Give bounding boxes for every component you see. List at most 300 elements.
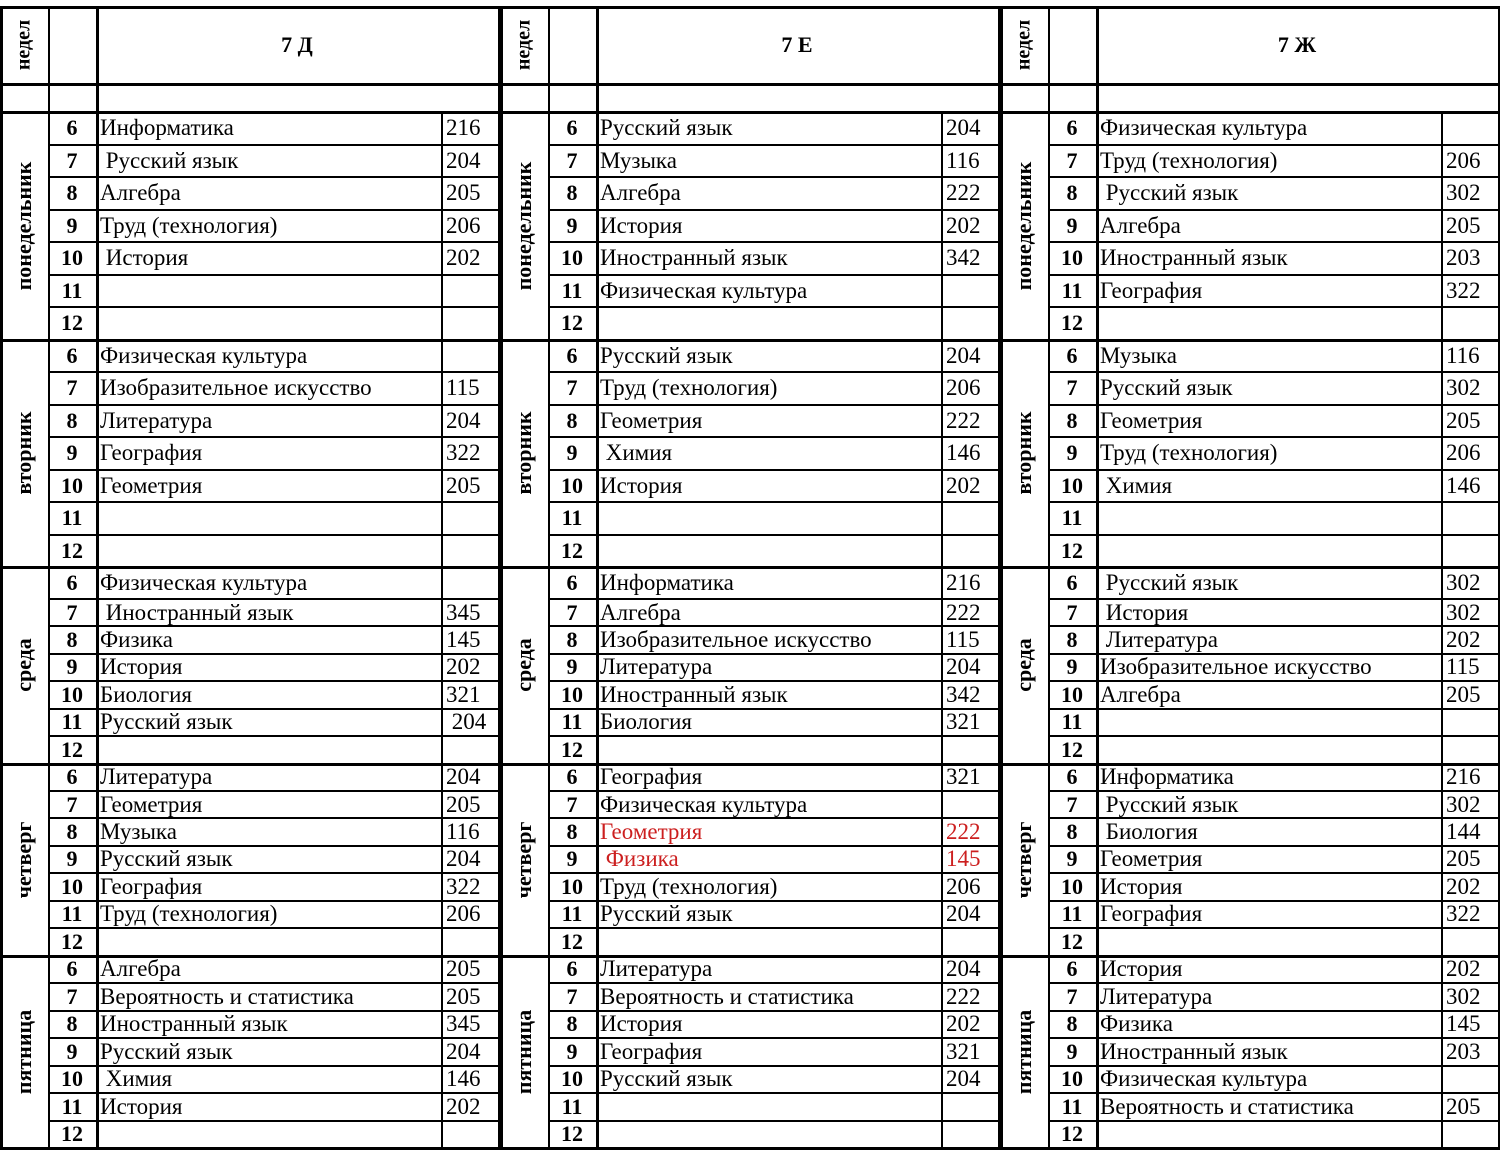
room-number: 206 xyxy=(1446,147,1481,173)
room-number: 342 xyxy=(946,245,981,271)
subject-name xyxy=(96,535,441,568)
table-row xyxy=(500,983,1000,1011)
room-number: 302 xyxy=(1446,791,1481,817)
lesson-number: 8 xyxy=(66,1011,78,1037)
lesson-number: 7 xyxy=(566,599,578,625)
table-row xyxy=(1000,901,1500,929)
grid-vline xyxy=(1048,6,1050,1148)
lesson-number: 10 xyxy=(561,681,583,707)
room-number: 206 xyxy=(946,375,981,401)
day-separator xyxy=(500,1147,1000,1150)
lesson-number: 6 xyxy=(1066,956,1078,982)
subject-name xyxy=(1096,307,1441,340)
table-row xyxy=(0,956,500,984)
subject-name: Физическая культура xyxy=(100,570,308,595)
subject-name: История xyxy=(100,654,183,680)
room-number xyxy=(441,502,498,535)
lesson-number: 8 xyxy=(566,180,578,206)
room-number xyxy=(941,275,998,308)
lesson-number: 6 xyxy=(66,342,78,368)
subject-name: География xyxy=(100,873,203,899)
room-number: 222 xyxy=(946,180,981,206)
room-number xyxy=(441,567,498,599)
week-header-label: недел xyxy=(512,19,535,71)
table-row xyxy=(0,1038,500,1066)
table-row xyxy=(500,470,1000,503)
lesson-number: 9 xyxy=(566,846,578,872)
subject-name: Русский язык xyxy=(600,901,733,927)
grid-vline xyxy=(96,6,99,1148)
subject-name: Труд (технология) xyxy=(100,901,278,927)
grid-top xyxy=(0,6,500,9)
room-number xyxy=(941,928,998,956)
room-number xyxy=(1441,112,1498,145)
room-number: 145 xyxy=(446,626,481,652)
table-row xyxy=(0,567,500,599)
subject-name: Биология xyxy=(600,709,693,735)
subject-name: География xyxy=(600,764,703,790)
table-row xyxy=(1000,372,1500,405)
subject-name: Русский язык xyxy=(600,115,733,141)
table-row xyxy=(500,405,1000,438)
lesson-number: 6 xyxy=(66,115,78,141)
table-row xyxy=(1000,470,1500,503)
subject-name: Русский язык xyxy=(1100,791,1239,817)
table-row xyxy=(1000,1093,1500,1121)
subject-name xyxy=(596,502,941,535)
subject-name: Русский язык xyxy=(1100,375,1233,401)
room-number: 204 xyxy=(446,1038,481,1064)
day-label: пятница xyxy=(11,1009,36,1094)
room-number: 204 xyxy=(446,846,481,872)
lesson-number: 9 xyxy=(66,654,78,680)
subject-name: Русский язык xyxy=(600,342,733,368)
table-row xyxy=(0,177,500,210)
table-row xyxy=(500,340,1000,373)
subject-name: Геометрия xyxy=(100,472,203,498)
room-number: 146 xyxy=(1446,472,1481,498)
grid-top xyxy=(1000,6,1500,9)
room-number: 204 xyxy=(946,115,981,141)
subject-name: Музыка xyxy=(1100,342,1177,368)
day-label: понедельник xyxy=(1011,161,1036,291)
table-row xyxy=(500,437,1000,470)
subject-name: Геометрия xyxy=(600,818,703,844)
lesson-number: 7 xyxy=(1066,375,1078,401)
room-number: 204 xyxy=(446,709,487,735)
room-divider xyxy=(1441,112,1443,1148)
lesson-number: 6 xyxy=(66,764,78,790)
lesson-number: 11 xyxy=(561,505,583,531)
lesson-number: 7 xyxy=(1066,983,1078,1009)
subject-name: Труд (технология) xyxy=(1100,147,1278,173)
table-row xyxy=(1000,709,1500,737)
room-number: 205 xyxy=(446,983,481,1009)
lesson-number: 10 xyxy=(61,1066,83,1092)
table-row xyxy=(1000,1038,1500,1066)
subject-name xyxy=(1096,535,1441,568)
lesson-number: 7 xyxy=(1066,147,1078,173)
table-row xyxy=(1000,956,1500,984)
subject-name: Физика xyxy=(600,846,679,872)
subject-name xyxy=(96,275,441,308)
class-title: 7 Д xyxy=(281,32,313,57)
lesson-number: 8 xyxy=(66,407,78,433)
day-label: вторник xyxy=(511,411,536,495)
table-row xyxy=(500,654,1000,682)
room-number: 205 xyxy=(446,956,481,982)
table-row xyxy=(500,1121,1000,1148)
week-header-label: недел xyxy=(12,19,35,71)
room-number xyxy=(441,1121,498,1148)
room-number: 202 xyxy=(946,472,981,498)
room-number: 146 xyxy=(946,440,981,466)
room-number: 206 xyxy=(946,873,981,899)
subject-name xyxy=(96,928,441,956)
subject-name: Химия xyxy=(100,1066,173,1092)
table-row xyxy=(0,654,500,682)
lesson-number: 8 xyxy=(1066,818,1078,844)
day-label: четверг xyxy=(1011,821,1036,898)
subject-name: Русский язык xyxy=(100,709,233,735)
timetable-sheet xyxy=(0,6,1500,1166)
lesson-number: 8 xyxy=(1066,1011,1078,1037)
lesson-number: 10 xyxy=(61,245,83,271)
room-number xyxy=(941,736,998,764)
room-number: 302 xyxy=(1446,599,1481,625)
class-title: 7 Ж xyxy=(1277,32,1317,57)
table-row xyxy=(1000,1066,1500,1094)
room-number xyxy=(441,736,498,764)
table-row xyxy=(0,599,500,626)
subject-name: Литература xyxy=(1100,983,1213,1009)
subject-name: Изобразительное искусство xyxy=(600,626,872,652)
lesson-number: 6 xyxy=(566,115,578,141)
room-number: 203 xyxy=(1446,1038,1481,1064)
subject-name xyxy=(596,535,941,568)
room-number xyxy=(941,1093,998,1121)
lesson-number: 10 xyxy=(561,245,583,271)
table-row xyxy=(1000,210,1500,243)
subject-name: История xyxy=(600,1011,683,1037)
room-number: 206 xyxy=(446,901,481,927)
table-row xyxy=(1000,1121,1500,1148)
room-number: 202 xyxy=(446,245,481,271)
table-row xyxy=(0,1066,500,1094)
room-number: 321 xyxy=(446,681,481,707)
subject-name: Вероятность и статистика xyxy=(600,983,854,1009)
room-number: 203 xyxy=(1446,245,1481,271)
subject-name: Физика xyxy=(100,626,173,652)
room-number: 202 xyxy=(1446,873,1481,899)
table-row xyxy=(1000,307,1500,340)
subject-name: Геометрия xyxy=(600,407,703,433)
table-row xyxy=(1000,502,1500,535)
header-bottom xyxy=(1000,83,1500,86)
lesson-number: 9 xyxy=(66,846,78,872)
lesson-number: 6 xyxy=(566,764,578,790)
lesson-number: 12 xyxy=(1061,537,1083,563)
week-header-label: недел xyxy=(1012,19,1035,71)
subject-name: Химия xyxy=(600,440,673,466)
grid-vline xyxy=(48,6,50,1148)
subject-name xyxy=(1096,502,1441,535)
subject-name: Литература xyxy=(100,407,213,433)
subject-name: Геометрия xyxy=(1100,407,1203,433)
room-number: 322 xyxy=(1446,901,1481,927)
lesson-number: 7 xyxy=(566,375,578,401)
lesson-number: 8 xyxy=(566,626,578,652)
lesson-number: 7 xyxy=(566,147,578,173)
lesson-number: 8 xyxy=(1066,407,1078,433)
day-label: понедельник xyxy=(11,161,36,291)
table-row xyxy=(0,764,500,792)
table-row xyxy=(1000,846,1500,874)
subject-name xyxy=(596,1093,941,1121)
room-number: 204 xyxy=(946,956,981,982)
room-number xyxy=(1441,502,1498,535)
room-number: 204 xyxy=(946,342,981,368)
table-row xyxy=(0,437,500,470)
table-row xyxy=(1000,275,1500,308)
room-number: 302 xyxy=(1446,180,1481,206)
table-row xyxy=(0,502,500,535)
lesson-number: 9 xyxy=(566,1038,578,1064)
room-number xyxy=(1441,1066,1498,1094)
table-row xyxy=(0,873,500,901)
room-number: 146 xyxy=(446,1066,481,1092)
subheader-bottom xyxy=(0,111,500,114)
table-row xyxy=(500,764,1000,792)
subject-name: Русский язык xyxy=(1100,180,1239,206)
lesson-number: 10 xyxy=(1061,873,1083,899)
table-row xyxy=(1000,654,1500,682)
room-number xyxy=(941,791,998,818)
day-label: вторник xyxy=(11,411,36,495)
grid-vline xyxy=(500,6,503,1148)
subject-name xyxy=(596,1121,941,1148)
table-row xyxy=(0,901,500,929)
table-row xyxy=(0,681,500,709)
lesson-number: 9 xyxy=(66,212,78,238)
table-row xyxy=(0,846,500,874)
lesson-number: 12 xyxy=(61,1121,83,1146)
room-number: 222 xyxy=(946,983,981,1009)
table-row xyxy=(0,307,500,340)
subject-name xyxy=(1096,1121,1441,1148)
lesson-number: 7 xyxy=(1066,599,1078,625)
table-row xyxy=(1000,405,1500,438)
table-row xyxy=(1000,736,1500,764)
lesson-number: 10 xyxy=(561,873,583,899)
table-row xyxy=(0,340,500,373)
subject-name: Изобразительное искусство xyxy=(100,375,372,401)
day-label: среда xyxy=(11,638,36,693)
table-row xyxy=(500,1038,1000,1066)
subject-name: Русский язык xyxy=(1100,570,1239,595)
subject-name: Литература xyxy=(600,956,713,982)
subject-name: Иностранный язык xyxy=(100,599,294,625)
subject-name: Русский язык xyxy=(600,1066,733,1092)
lesson-number: 8 xyxy=(566,407,578,433)
room-number: 216 xyxy=(946,570,981,595)
subject-name: Иностранный язык xyxy=(600,681,788,707)
table-row xyxy=(500,901,1000,929)
room-number: 302 xyxy=(1446,983,1481,1009)
class-title: 7 Е xyxy=(781,32,813,57)
room-number xyxy=(1441,928,1498,956)
subject-name: Биология xyxy=(100,681,193,707)
table-row xyxy=(500,873,1000,901)
table-row xyxy=(0,928,500,956)
day-label: среда xyxy=(511,638,536,693)
table-row xyxy=(500,818,1000,846)
subheader-bottom xyxy=(500,111,1000,114)
room-number: 222 xyxy=(946,818,981,844)
lesson-number: 9 xyxy=(1066,1038,1078,1064)
grid-vline xyxy=(0,6,3,1148)
table-row xyxy=(1000,242,1500,275)
room-number: 115 xyxy=(446,375,480,401)
room-divider xyxy=(441,112,443,1148)
subject-name xyxy=(1096,928,1441,956)
subject-name: Иностранный язык xyxy=(100,1011,288,1037)
subject-name: Физическая культура xyxy=(600,277,808,303)
subject-name: Литература xyxy=(100,764,213,790)
room-divider xyxy=(941,112,943,1148)
subject-name: Физика xyxy=(1100,1011,1173,1037)
lesson-number: 11 xyxy=(1061,901,1083,927)
lesson-number: 12 xyxy=(1061,736,1083,762)
lesson-number: 11 xyxy=(561,709,583,735)
table-row xyxy=(500,736,1000,764)
lesson-number: 6 xyxy=(1066,115,1078,141)
table-row xyxy=(500,846,1000,874)
lesson-number: 10 xyxy=(1061,681,1083,707)
lesson-number: 10 xyxy=(61,681,83,707)
lesson-number: 11 xyxy=(561,901,583,927)
lesson-number: 12 xyxy=(1061,1121,1083,1146)
subject-name: Алгебра xyxy=(1100,681,1181,707)
room-number xyxy=(1441,736,1498,764)
subject-name: Иностранный язык xyxy=(1100,1038,1288,1064)
table-row xyxy=(1000,567,1500,599)
lesson-number: 9 xyxy=(66,440,78,466)
room-number: 145 xyxy=(946,846,981,872)
subject-name xyxy=(596,736,941,764)
lesson-number: 12 xyxy=(1061,928,1083,954)
lesson-number: 9 xyxy=(566,212,578,238)
lesson-number: 9 xyxy=(1066,440,1078,466)
table-row xyxy=(1000,764,1500,792)
room-number: 204 xyxy=(446,764,481,790)
lesson-number: 12 xyxy=(61,928,83,954)
subject-name: Химия xyxy=(1100,472,1173,498)
room-number: 345 xyxy=(446,1011,481,1037)
room-number: 302 xyxy=(1446,570,1481,595)
lesson-number: 12 xyxy=(61,736,83,762)
lesson-number: 10 xyxy=(61,873,83,899)
subject-name: Труд (технология) xyxy=(1100,440,1278,466)
lesson-number: 11 xyxy=(61,505,83,531)
room-number: 115 xyxy=(946,626,980,652)
table-row xyxy=(500,372,1000,405)
lesson-number: 11 xyxy=(1061,1093,1083,1119)
lesson-number: 8 xyxy=(1066,626,1078,652)
room-number: 145 xyxy=(1446,1011,1481,1037)
lesson-number: 7 xyxy=(566,791,578,817)
subject-name: История xyxy=(1100,956,1183,982)
room-number: 302 xyxy=(1446,375,1481,401)
subject-name xyxy=(96,1121,441,1148)
table-row xyxy=(500,502,1000,535)
room-number xyxy=(441,928,498,956)
header-bottom xyxy=(0,83,500,86)
grid-vline xyxy=(1096,6,1099,1148)
table-row xyxy=(1000,791,1500,818)
table-row xyxy=(0,983,500,1011)
room-number: 205 xyxy=(1446,407,1481,433)
room-number: 205 xyxy=(446,791,481,817)
table-row xyxy=(500,1066,1000,1094)
table-row xyxy=(0,1011,500,1039)
lesson-number: 6 xyxy=(566,956,578,982)
room-number: 116 xyxy=(946,147,980,173)
subject-name xyxy=(596,307,941,340)
room-number: 222 xyxy=(946,599,981,625)
table-row xyxy=(1000,1011,1500,1039)
subject-name xyxy=(96,502,441,535)
room-number: 116 xyxy=(1446,342,1480,368)
table-row xyxy=(0,791,500,818)
subject-name: География xyxy=(100,440,203,466)
table-row xyxy=(1000,681,1500,709)
table-row xyxy=(0,275,500,308)
subject-name: Труд (технология) xyxy=(600,375,778,401)
subject-name: История xyxy=(1100,873,1183,899)
subject-name xyxy=(596,928,941,956)
table-row xyxy=(1000,626,1500,654)
room-number: 202 xyxy=(1446,956,1481,982)
lesson-number: 10 xyxy=(1061,245,1083,271)
room-number: 204 xyxy=(946,1066,981,1092)
day-label: понедельник xyxy=(511,161,536,291)
lesson-number: 12 xyxy=(561,537,583,563)
table-row xyxy=(0,626,500,654)
subject-name: География xyxy=(1100,901,1203,927)
lesson-number: 6 xyxy=(66,570,78,595)
subject-name: Иностранный язык xyxy=(1100,245,1288,271)
table-row xyxy=(0,210,500,243)
lesson-number: 11 xyxy=(61,1093,83,1119)
lesson-number: 11 xyxy=(61,901,83,927)
table-row xyxy=(0,470,500,503)
table-row xyxy=(1000,928,1500,956)
room-number: 205 xyxy=(1446,212,1481,238)
subject-name: Физическая культура xyxy=(1100,115,1308,141)
table-row xyxy=(0,242,500,275)
room-number: 115 xyxy=(1446,654,1480,680)
lesson-number: 7 xyxy=(66,147,78,173)
day-label: среда xyxy=(1011,638,1036,693)
room-number xyxy=(1441,307,1498,340)
table-row xyxy=(1000,145,1500,178)
subject-name xyxy=(1096,709,1441,737)
room-number xyxy=(941,502,998,535)
day-label: четверг xyxy=(511,821,536,898)
lesson-number: 6 xyxy=(566,342,578,368)
room-number: 342 xyxy=(946,681,981,707)
